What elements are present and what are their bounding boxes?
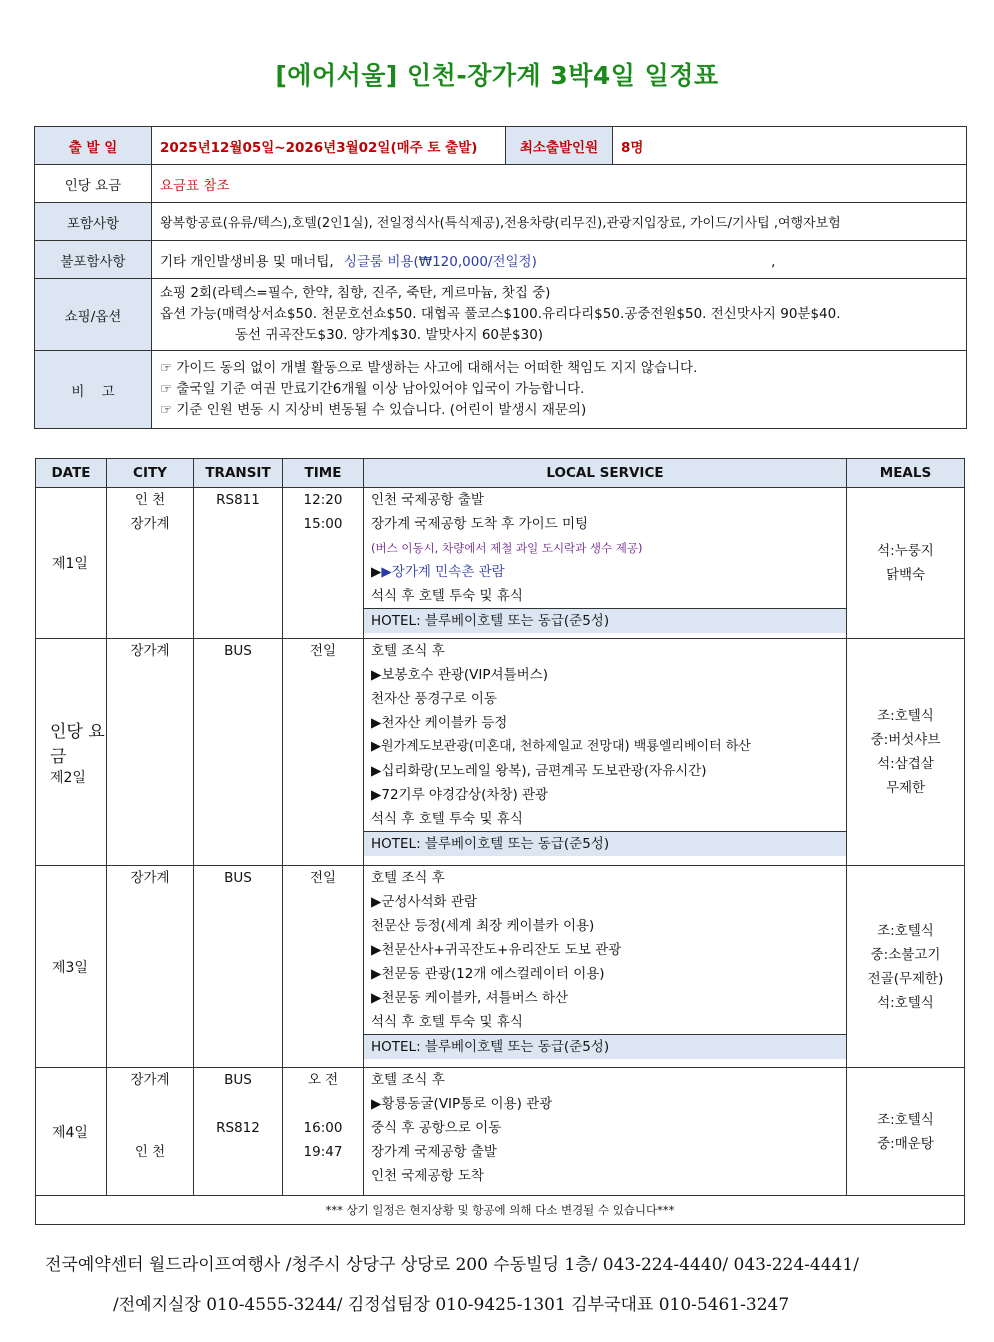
excluded-single-room: 싱글룸 비용(₩120,000/전일정) [343, 253, 537, 270]
meal-item: 중:소불고기 [870, 946, 941, 963]
remarks-value [152, 351, 967, 429]
service-line: 석식 후 호텔 투숙 및 휴식 [371, 588, 523, 604]
included-value: 왕복항공료(유류/텍스),호텔(2인1실), 전일정식사(특식제공),전용차량(리무진),관광지입장료, 가이드/기사팁 ,여행자보험 [152, 203, 967, 241]
excluded-value: 기타 개인발생비용 및 매너팁, [160, 253, 334, 270]
shopping-line: 동선 귀곡잔도$30. 양가계$30. 발맛사지 60분$30) [235, 327, 544, 343]
service-line: 호텔 조식 후 [371, 643, 445, 659]
service-line: ▶72기루 야경감상(차창) 관광 [371, 787, 549, 803]
time-value: 15:00 [303, 516, 343, 532]
service-line: (버스 이동시, 차량에서 제철 과일 도시락과 생수 제공) [371, 541, 643, 555]
day-row [36, 639, 965, 866]
day-row [36, 866, 965, 1068]
service-line: 장가계 국제공항 출발 [371, 1144, 497, 1160]
departure-label: 출 발 일 [35, 127, 152, 165]
service-cell [364, 488, 847, 639]
header-date: DATE [36, 459, 107, 488]
meal-item: 중:매운탕 [877, 1135, 934, 1152]
day-label: 제3일 [36, 866, 107, 1068]
transit-cell [194, 488, 283, 639]
city-value: 장가계 [130, 870, 170, 886]
day-row [36, 1068, 965, 1196]
included-label: 포함사항 [35, 203, 152, 241]
excluded-value-cell [152, 241, 967, 279]
header-time: TIME [283, 459, 364, 488]
service-cell [364, 1068, 847, 1196]
meal-item: 전골(무제한) [867, 970, 944, 987]
meal-item: 조:호텔식 [877, 1111, 934, 1128]
service-line: ▶원가계도보관광(미혼대, 천하제일교 전망대) 백룡엘리베이터 하산 [371, 739, 751, 754]
service-line: ▶군성사석화 관람 [371, 894, 477, 910]
excluded-mark: , [771, 253, 776, 270]
time-value: 19:47 [303, 1144, 343, 1160]
header-service: LOCAL SERVICE [364, 459, 847, 488]
meal-item: 조:호텔식 [877, 922, 934, 939]
transit-cell [194, 639, 283, 866]
time-value: 전일 [309, 870, 337, 886]
service-line: 장가계 국제공항 도착 후 가이드 미팅 [371, 516, 589, 532]
schedule-table [35, 458, 965, 1225]
time-value: 오 전 [307, 1072, 339, 1088]
city-value: 장가계 [130, 643, 170, 659]
hotel-line: HOTEL: 블루베이호텔 또는 동급(준5성) [364, 831, 846, 856]
hotel-line: HOTEL: 블루베이호텔 또는 동급(준5성) [364, 1034, 846, 1059]
remark-line: ☞ 가이드 동의 없이 개별 활동으로 발생하는 사고에 대해서는 어떠한 책임도 지지 않습니다. [160, 360, 698, 376]
transit-value [194, 1092, 282, 1116]
day-label-cell [36, 639, 107, 866]
transit-value [194, 1140, 282, 1164]
service-line: 호텔 조식 후 [371, 870, 445, 886]
city-cell [107, 639, 194, 866]
service-line: 천문산 등정(세계 최장 케이블카 이용) [371, 918, 595, 934]
header-transit: TRANSIT [194, 459, 283, 488]
header-meals: MEALS [847, 459, 965, 488]
service-line: 석식 후 호텔 투숙 및 휴식 [371, 811, 523, 827]
footer-line-2: /전예지실장 010-4555-3244/ 김정섭팀장 010-9425-1301 김부국대표 010-5461-3247 [113, 1295, 790, 1315]
service-line: ▶천문산사+귀곡잔도+유리잔도 도보 관광 [371, 942, 622, 958]
city-value: 인 천 [134, 1144, 166, 1160]
service-line: ▶천자산 케이블카 등정 [371, 715, 508, 731]
transit-value: RS812 [216, 1120, 260, 1136]
service-line: ▶▶장가계 민속촌 관람 [371, 564, 505, 580]
remark-line: ☞ 기준 인원 변동 시 지상비 변동될 수 있습니다. (어린이 발생시 재문의) [160, 402, 587, 418]
city-value [107, 1116, 193, 1140]
transit-cell [194, 1068, 283, 1196]
min-people-label: 최소출발인원 [506, 127, 613, 165]
service-cell [364, 866, 847, 1068]
day-label: 제4일 [36, 1068, 107, 1196]
meal-item: 석:호텔식 [877, 994, 934, 1011]
time-cell [283, 1068, 364, 1196]
remark-line: ☞ 출국일 기준 여권 만료기간6개월 이상 남아있어야 입국이 가능합니다. [160, 381, 585, 397]
time-value [283, 1092, 363, 1116]
trip-info-table [34, 126, 967, 429]
transit-value: BUS [224, 1072, 252, 1088]
transit-value: RS811 [216, 492, 260, 508]
service-line: ▶천문동 관광(12개 에스컬레이터 이용) [371, 966, 605, 982]
shopping-line: 쇼핑 2회(라텍스=필수, 한약, 침향, 진주, 죽탄, 게르마늄, 찻집 중) [160, 285, 551, 301]
service-line: 인천 국제공항 출발 [371, 492, 484, 508]
shopping-label: 쇼핑/옵션 [35, 279, 152, 351]
service-line: 천자산 풍경구로 이동 [371, 691, 497, 707]
page-title: [에어서울] 인천-장가계 3박4일 일정표 [275, 61, 719, 90]
service-line: ▶황룡동굴(VIP통로 이용) 관광 [371, 1096, 553, 1112]
meal-item: 무제한 [885, 780, 926, 796]
price-value: 요금표 참조 [152, 165, 967, 203]
service-line: ▶보봉호수 관광(VIP셔틀버스) [371, 667, 548, 683]
departure-value: 2025년12월05일~2026년3월02일(매주 토 출발) [152, 127, 506, 165]
city-cell [107, 488, 194, 639]
city-value: 인 천 [134, 492, 166, 508]
time-value: 전일 [309, 643, 337, 659]
city-cell [107, 866, 194, 1068]
footer-line-1: 전국예약센터 월드라이프여행사 /청주시 상당구 상당로 200 수동빌딩 1층/ 043-224-4440/ 043-224-4441/ [45, 1255, 859, 1275]
service-line: 인천 국제공항 도착 [371, 1168, 484, 1184]
service-highlight: ▶장가계 민속촌 관람 [381, 564, 505, 580]
min-people-value: 8명 [613, 127, 967, 165]
shopping-value [152, 279, 967, 351]
excluded-label: 불포함사항 [35, 241, 152, 279]
meal-item: 석:누룽지 [877, 543, 934, 559]
day-label: 제1일 [36, 488, 107, 639]
service-cell [364, 639, 847, 866]
price-label: 인당 요금 [35, 165, 152, 203]
hotel-line: HOTEL: 블루베이호텔 또는 동급(준5성) [364, 608, 846, 633]
transit-cell [194, 866, 283, 1068]
city-value: 장가계 [130, 1072, 170, 1088]
meal-item: 석:삼겹살 [877, 756, 934, 772]
city-cell [107, 1068, 194, 1196]
transit-value: BUS [224, 870, 252, 886]
service-line: ▶천문동 케이블카, 셔틀버스 하산 [371, 990, 569, 1006]
day-label-extra: 인당 요금 [50, 722, 105, 767]
schedule-note: *** 상기 일정은 현지상황 및 항공에 의해 다소 변경될 수 있습니다*** [36, 1196, 965, 1225]
service-line: 중식 후 공항으로 이동 [371, 1120, 502, 1136]
time-value: 16:00 [303, 1120, 343, 1136]
meal-item: 닭백숙 [885, 567, 926, 583]
city-value [107, 1092, 193, 1116]
service-line: ▶십리화랑(모노레일 왕복), 금편계곡 도보관광(자유시간) [371, 763, 707, 779]
meals-cell [847, 1068, 965, 1196]
meal-item: 조:호텔식 [877, 708, 934, 724]
meals-cell [847, 488, 965, 639]
time-cell [283, 488, 364, 639]
meal-item: 중:버섯샤브 [870, 732, 941, 748]
transit-value: BUS [224, 643, 252, 659]
time-cell [283, 866, 364, 1068]
time-cell [283, 639, 364, 866]
meals-cell [847, 866, 965, 1068]
time-value: 12:20 [303, 492, 343, 508]
header-city: CITY [107, 459, 194, 488]
day-row [36, 488, 965, 639]
day-label: 제2일 [50, 770, 86, 786]
service-line: 호텔 조식 후 [371, 1072, 445, 1088]
city-value: 장가계 [130, 516, 170, 532]
meals-cell [847, 639, 965, 866]
remarks-label: 비 고 [35, 351, 152, 429]
service-line: 석식 후 호텔 투숙 및 휴식 [371, 1014, 523, 1030]
shopping-line: 옵션 가능(매력상서쇼$50. 천문호선쇼$50. 대협곡 풀코스$100.유리다리$50.공중전원$50. 전신맛사지 90분$40. [160, 306, 841, 322]
